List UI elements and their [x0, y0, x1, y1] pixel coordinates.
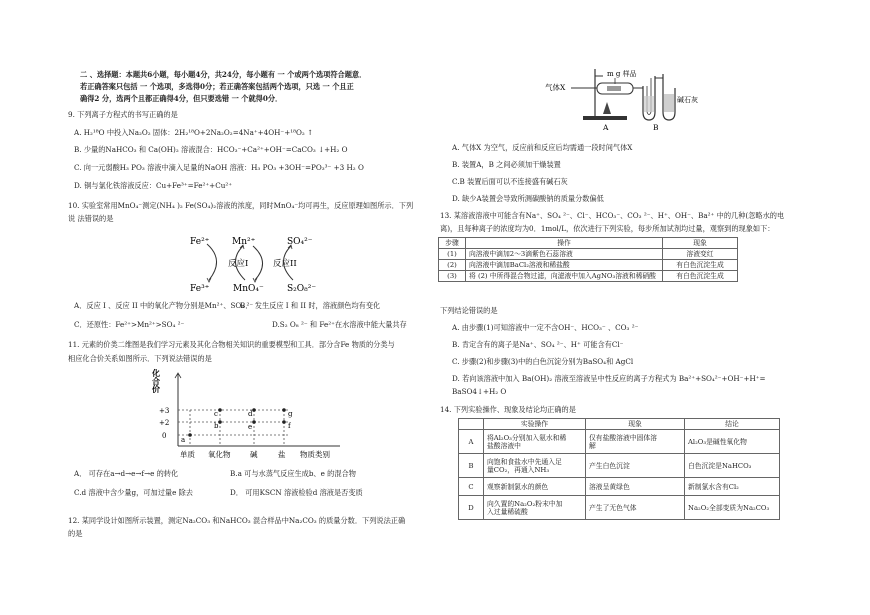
cell: 溶液呈黄绿色 — [586, 478, 685, 496]
cell: 向溶液中滴加BaCl₂溶液和稀盐酸 — [466, 260, 663, 271]
q11-option-a: A． 可存在a→d→e→f→e 的转化 — [74, 469, 179, 478]
cell: B — [459, 454, 484, 478]
point-a: a — [181, 436, 186, 444]
q12-stem-line-2: 的是 — [68, 529, 83, 538]
reaction-2-label: 反应II — [273, 259, 297, 269]
cell: 有白色沉淀生成 — [663, 260, 738, 271]
cell: (3) — [439, 271, 466, 282]
q13-prompt: 下列结论错误的是 — [440, 306, 498, 315]
q10-option-b: B． 发生反应 I 和 II 时，溶液颜色均有变化 — [240, 301, 381, 310]
q12-apparatus-diagram — [535, 66, 698, 136]
q11-option-c: C.d 溶液中含少量g，可加过量e 除去 — [74, 488, 193, 497]
cell: 将Al₂O₃分别加入氨水和稀 盐酸溶液中 — [484, 430, 586, 454]
q9-option-c: C. 向一元弱酸H₃ PO₃ 溶液中滴入足量的NaOH 溶液：H₃ PO₃ +3OH⁻=PO₃³⁻ +3 H₂ O — [74, 163, 364, 172]
q11-stem-line-1: 11. 元素的价类二维图是我们学习元素及其化合物相关知识的重要模型和工具．部分含Fe 物质的分类与 — [68, 340, 395, 349]
cell: 观察新制氯水的颜色 — [484, 478, 586, 496]
q12-option-d: D. 缺少A装置会导致所测碳酸钠的质量分数偏低 — [452, 194, 604, 203]
header-operation: 操作 — [466, 238, 663, 249]
header-phenomenon: 现象 — [663, 238, 738, 249]
point-e: e — [248, 423, 253, 431]
q9-option-b: B. 少量的NaHCO₃ 和 Ca(OH)₂ 溶液混合：HCO₃⁻+Ca²⁺+OH⁻=CaCO₃ ↓+H₂ O — [74, 145, 348, 154]
q12-option-a: A. 气体X 为空气，反应前和反应后均需通一段时间气体X — [452, 143, 633, 152]
header-operation: 实验操作 — [484, 419, 586, 430]
q14-table — [458, 418, 780, 520]
sample-label: m g 样品 — [607, 70, 637, 78]
q13-option-c: C. 步骤(2)和步骤(3)中的白色沉淀分别为BaSO₄和 AgCl — [452, 357, 634, 366]
q11-valence-chart — [150, 368, 350, 460]
x-cat-oxide: 氧化物 — [208, 450, 231, 459]
table-row — [439, 260, 738, 271]
q13-option-a: A. 由步骤(1)可知溶液中一定不含OH⁻、HCO₃⁻ 、CO₃ ²⁻ — [452, 323, 639, 332]
point-b: b — [214, 422, 219, 430]
table-row — [459, 430, 780, 454]
q10-option-a: A．反应 I 、反应 II 中的氧化产物分别是Mn²⁺、SO₄ ²⁻ — [74, 301, 254, 310]
q13-option-d-line-1: D. 若向该溶液中加入 Ba(OH)₂ 溶液至溶液呈中性反应的离子方程式为 Ba²⁺+SO₄²⁻+OH⁻+H⁺= — [452, 374, 766, 383]
q14-stem: 14. 下列实验操作、现象及结论均正确的是 — [440, 405, 576, 414]
q10-stem-line-2: 说 法错误的是 — [68, 214, 114, 223]
q13-option-b: B. 肯定含有的离子是Na⁺、SO₄ ²⁻、H⁺ 可能含有Cl⁻ — [452, 340, 624, 349]
cell: 溶液变红 — [663, 249, 738, 260]
table-row — [439, 249, 738, 260]
cell: 白色沉淀是NaHCO₃ — [685, 454, 780, 478]
header-step: 步骤 — [439, 238, 466, 249]
section-header-line-3: 确得2 分，选两个且都正确得4分，但只要选错 一 个就得0分． — [80, 94, 283, 103]
soda-lime-label: 碱石灰 — [677, 96, 698, 104]
q11-option-d: D． 可用KSCN 溶液检验d 溶液是否变质 — [230, 488, 363, 497]
cell: 将 (2) 中所得混合物过滤，向滤液中加入AgNO₃溶液和稀硝酸 — [466, 271, 663, 282]
header-phenomenon: 现象 — [586, 419, 685, 430]
point-c: c — [214, 410, 218, 418]
q10-option-d: D.S₂ O₈ ²⁻ 和 Fe²⁺在水溶液中能大量共存 — [272, 320, 407, 329]
y-tick-zero: 0 — [162, 432, 167, 440]
reaction-1-label: 反应I — [228, 259, 249, 269]
fe3-label: Fe³⁺ — [190, 284, 210, 294]
x-cat-base: 碱 — [250, 450, 258, 459]
point-g: g — [288, 410, 293, 418]
q13-stem-line-1: 13. 某溶液溶液中可能含有Na⁺、SO₄ ²⁻、Cl⁻、HCO₃⁻、CO₃ ²⁻、H⁺、OH⁻、Ba²⁺ 中的几种(忽略水的电 — [440, 211, 785, 220]
y-axis-label-3: 价 — [152, 384, 160, 394]
q12-option-b: B. 装置A，B 之间必须加干燥装置 — [452, 160, 561, 169]
q13-stem-line-2: 离)，且每种离子的浓度均为0．1mol/L，依次进行下列实验，每步所加试剂均过量，观察到的现象如下： — [440, 224, 775, 233]
so4-label: SO₄²⁻ — [287, 237, 313, 247]
cell: 产生白色沉淀 — [586, 454, 685, 478]
x-cat-element: 单质 — [180, 450, 195, 459]
q12-option-c: C.B 装置后面可以不连接盛有碱石灰 — [452, 177, 568, 186]
q9-stem: 9. 下列离子方程式的书写正确的是 — [68, 110, 178, 119]
q10-reaction-diagram — [185, 228, 325, 296]
q13-option-d-line-2: BaSO4↓+H₂ O — [452, 387, 507, 396]
q11-stem-line-2: 相应化合价关系如图所示．下列说法错误的是 — [68, 354, 212, 363]
y-tick-plus2: +2 — [159, 419, 170, 427]
cell: 仅有盐酸溶液中固体溶 解 — [586, 430, 685, 454]
cell: 产生了无色气体 — [586, 496, 685, 520]
point-f: f — [288, 422, 291, 430]
x-cat-salt: 盐 — [278, 450, 286, 459]
x-axis-label: 物质类别 — [300, 450, 330, 459]
table-header-row — [439, 238, 738, 249]
cell: C — [459, 478, 484, 496]
y-axis-label-1: 化 — [152, 368, 160, 378]
y-tick-plus3: +3 — [159, 407, 170, 415]
mno4-label: MnO₄⁻ — [233, 284, 264, 294]
gas-x-label: 气体X — [545, 83, 566, 92]
cell: D — [459, 496, 484, 520]
section-header-line-2: 若正确答案只包括 一 个选项，多选得0分；若正确答案包括两个选项，只选 一 个且正 — [80, 82, 354, 91]
q13-table — [438, 237, 738, 282]
q10-option-c: C．还原性：Fe²⁺>Mn²⁺>SO₄ ²⁻ — [74, 320, 185, 329]
table-row — [459, 496, 780, 520]
q10-stem-line-1: 10. 实验室常用MnO₄⁻测定(NH₄ )₂ Fe(SO₄)₂溶液的浓度，同时MnO₄⁻均可再生，反应原理如图所示．下列 — [68, 201, 414, 210]
table-row — [459, 478, 780, 496]
fe2-label: Fe²⁺ — [190, 237, 210, 247]
cell: Al₂O₃是碱性氧化物 — [685, 430, 780, 454]
s2o8-label: S₂O₈²⁻ — [287, 284, 317, 294]
mn2-label: Mn²⁺ — [232, 237, 256, 247]
q9-option-a: A. H₂¹⁸O 中投入Na₂O₂ 固体：2H₂¹⁸O+2Na₂O₂=4Na⁺+4OH⁻+¹⁸O₂ ↑ — [74, 128, 314, 137]
y-axis-label-2: 合 — [152, 376, 160, 386]
cell: 有白色沉淀生成 — [663, 271, 738, 282]
cell: 向久置的Na₂O₂粉末中加 入过量稀硫酸 — [484, 496, 586, 520]
cell: (1) — [439, 249, 466, 260]
table-row — [459, 454, 780, 478]
cell: A — [459, 430, 484, 454]
label-a: A — [603, 123, 609, 132]
header-conclusion: 结论 — [685, 419, 780, 430]
q11-option-b: B.a 可与水蒸气反应生成b、e 的混合物 — [230, 469, 356, 478]
table-header-row — [459, 419, 780, 430]
cell: 新制氯水含有Cl₂ — [685, 478, 780, 496]
q9-option-d: D. 铜与氯化铁溶液反应：Cu+Fe³⁺=Fe²⁺+Cu²⁺ — [74, 181, 232, 190]
point-d: d — [248, 410, 253, 418]
cell: Na₂O₂全部变质为Na₂CO₃ — [685, 496, 780, 520]
section-header-line-1: 二 、选择题：本题共6小题，每小题4分，共24分，每小题有 一 个或两个选项符合题意． — [80, 70, 367, 79]
q12-stem-line-1: 12. 某同学设计如图所示装置，测定Na₂CO₃ 和NaHCO₃ 混合样品中Na₂CO₃ 的质量分数．下列说法正确 — [68, 516, 406, 525]
cell: 向溶液中滴加2～3滴紫色石蕊溶液 — [466, 249, 663, 260]
label-b: B — [653, 123, 659, 132]
table-row — [439, 271, 738, 282]
cell: (2) — [439, 260, 466, 271]
cell: 向饱和食盐水中先通入足 量CO₂，再通入NH₃ — [484, 454, 586, 478]
